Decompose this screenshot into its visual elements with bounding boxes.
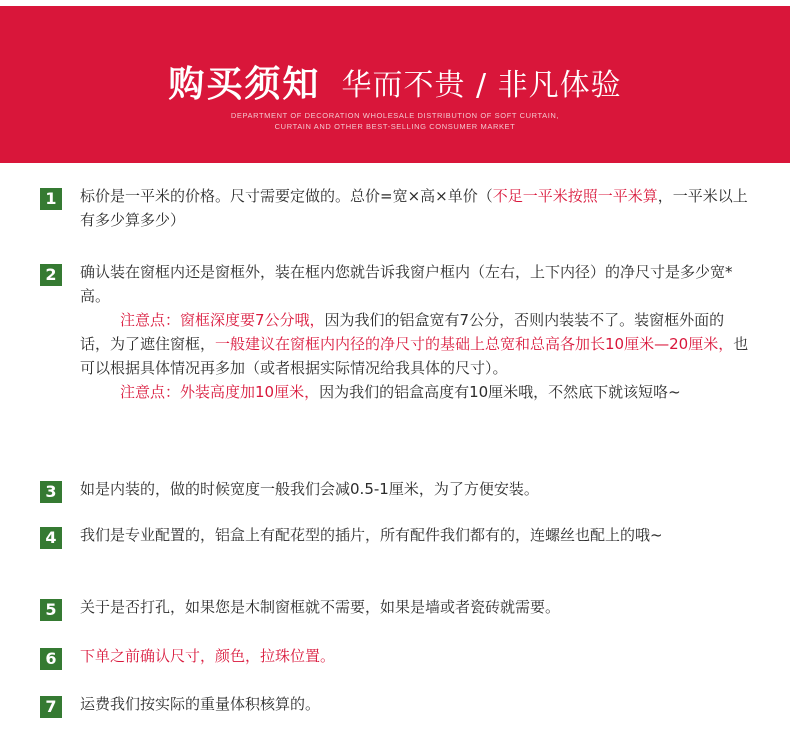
notice-text: 运费我们按实际的重量体积核算的。	[80, 695, 321, 713]
notice-item-3	[40, 477, 750, 501]
notice-item-1	[40, 184, 750, 232]
banner-english-line-2: CURTAIN AND OTHER BEST-SELLING CONSUMER MARKET	[274, 122, 516, 131]
number-badge: 1	[40, 188, 62, 210]
notice-item-5	[40, 595, 750, 619]
notice-note-1	[80, 308, 750, 380]
notice-text-part: 因为我们的铝盒高度有10厘米哦，不然底下就该短咯~	[319, 383, 681, 401]
notice-text: 我们是专业配置的，铝盒上有配花型的插片，所有配件我们都有的，连螺丝也配上的哦~	[80, 526, 663, 544]
notice-text-part: 也可以根据具体情况再多加（或者根据实际情况给我具体的尺寸）。	[80, 335, 749, 377]
notice-text-highlight: 注意点：外装高度加10厘米，	[120, 383, 320, 401]
number-badge: 7	[40, 696, 62, 718]
banner-english-line-1: DEPARTMENT OF DECORATION WHOLESALE DISTRIBUTION OF SOFT CURTAIN,	[230, 111, 560, 120]
notice-text-part: 确认装在窗框内还是窗框外，装在框内您就告诉我窗户框内（左右，上下内径）的净尺寸是多少宽*高。	[80, 263, 733, 305]
header-banner	[0, 6, 790, 163]
page-subtitle: 华而不贵 / 非凡体验	[341, 67, 622, 103]
notice-text-highlight: 注意点：窗框深度要7公分哦，	[120, 311, 325, 329]
number-badge: 4	[40, 527, 62, 549]
page-title: 购买须知	[168, 64, 321, 105]
number-badge: 6	[40, 648, 62, 670]
number-badge: 5	[40, 599, 62, 621]
banner-english-text	[0, 110, 790, 132]
notice-text-part: 标价是一平米的价格。尺寸需要定做的。总价=宽×高×单价（	[80, 187, 493, 205]
notice-text	[80, 260, 750, 404]
notice-text: 关于是否打孔，如果您是木制窗框就不需要，如果是墙或者瓷砖就需要。	[80, 598, 561, 616]
notice-text-highlight: 下单之前确认尺寸，颜色，拉珠位置。	[80, 647, 336, 665]
notice-item-7	[40, 692, 750, 716]
notice-text-part: ，一平米以上有多少算多少）	[80, 187, 748, 229]
number-badge: 2	[40, 264, 62, 286]
notice-text	[80, 184, 750, 232]
notice-text-part: 因为我们的铝盒宽有7公分，否则内装装不了。装窗框外面的话，为了遮住窗框，	[80, 311, 725, 353]
notice-item-6	[40, 644, 750, 668]
banner-title-row	[0, 56, 790, 107]
notice-note-2	[80, 380, 750, 404]
notice-text: 如是内装的，做的时候宽度一般我们会减0.5-1厘米，为了方便安装。	[80, 480, 539, 498]
notice-item-2	[40, 260, 750, 404]
number-badge: 3	[40, 481, 62, 503]
notice-text-highlight: 一般建议在窗框内内径的净尺寸的基础上总宽和总高各加长10厘米—20厘米，	[215, 335, 734, 353]
notice-text-highlight: 不足一平米按照一平米算	[492, 187, 658, 205]
notice-item-4	[40, 523, 750, 547]
